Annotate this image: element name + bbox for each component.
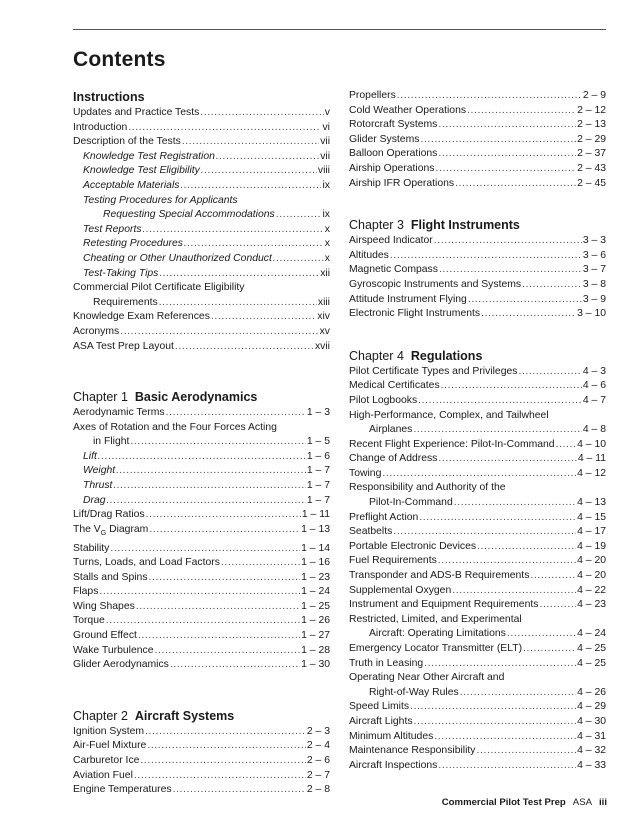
toc-entry[interactable]: Responsibility and Authority of the Pilot-In-Command ..... 4 – 13: [349, 481, 606, 510]
toc-entry[interactable]: Pilot Logbooks ..... 4 – 7: [349, 394, 606, 409]
toc-entry[interactable]: Engine Temperatures ..... 2 – 8: [73, 783, 330, 798]
toc-entry[interactable]: Torque ..... 1 – 26: [73, 614, 330, 629]
toc-entry[interactable]: Stalls and Spins ..... 1 – 23: [73, 571, 330, 586]
chapter-3-heading: Chapter 3 Flight Instruments: [349, 218, 520, 233]
toc-entry[interactable]: Instrument and Equipment Requirements ..... 4 – 23: [349, 598, 606, 613]
toc-entry[interactable]: Turns, Loads, and Load Factors ..... 1 – 16: [73, 556, 330, 571]
toc-entry[interactable]: Supplemental Oxygen ..... 4 – 22: [349, 584, 606, 599]
footer-page-number: iii: [599, 797, 607, 808]
toc-subentry[interactable]: Retesting Procedures ..... x: [73, 237, 330, 252]
toc-entry[interactable]: Portable Electronic Devices ..... 4 – 19: [349, 540, 606, 555]
toc-entry[interactable]: Magnetic Compass ..... 3 – 7: [349, 263, 606, 278]
toc-entry[interactable]: Airspeed Indicator ..... 3 – 3: [349, 234, 606, 249]
toc-left-column: [73, 89, 330, 798]
toc-subentry[interactable]: Acceptable Materials ..... ix: [73, 179, 330, 194]
toc-entry[interactable]: Cold Weather Operations ..... 2 – 12: [349, 104, 606, 119]
toc-entry[interactable]: Speed Limits ..... 4 – 29: [349, 700, 606, 715]
toc-subentry[interactable]: Drag ..... 1 – 7: [73, 494, 330, 509]
toc-subentry[interactable]: Test Reports ..... x: [73, 223, 330, 238]
toc-entry[interactable]: Lift/Drag Ratios ..... 1 – 11: [73, 508, 330, 523]
toc-subentry[interactable]: Knowledge Test Registration ..... vii: [73, 150, 330, 165]
toc-entry[interactable]: Description of the Tests ..... vii: [73, 135, 330, 150]
toc-entry[interactable]: Preflight Action ..... 4 – 15: [349, 511, 606, 526]
toc-entry[interactable]: Stability ..... 1 – 14: [73, 542, 330, 557]
chapter-4-heading: Chapter 4 Regulations: [349, 348, 483, 363]
toc-entry[interactable]: Aircraft Lights ..... 4 – 30: [349, 715, 606, 730]
toc-entry[interactable]: Glider Systems ..... 2 – 29: [349, 133, 606, 148]
toc-entry[interactable]: Ground Effect ..... 1 – 27: [73, 629, 330, 644]
toc-entry[interactable]: Restricted, Limited, and Experimental Aircraft: Operating Limitations ..... 4 – 24: [349, 613, 606, 642]
toc-entry[interactable]: Flaps ..... 1 – 24: [73, 585, 330, 600]
toc-entry[interactable]: Aircraft Inspections ..... 4 – 33: [349, 759, 606, 774]
toc-entry[interactable]: Updates and Practice Tests ..... v: [73, 106, 330, 121]
toc-entry[interactable]: Operating Near Other Aircraft and Right-of-Way Rules ..... 4 – 26: [349, 671, 606, 700]
toc-subentry[interactable]: Knowledge Test Eligibility ..... viii: [73, 164, 330, 179]
toc-right-column: [349, 89, 606, 773]
toc-entry[interactable]: Seatbelts ..... 4 – 17: [349, 525, 606, 540]
toc-entry[interactable]: Wing Shapes ..... 1 – 25: [73, 600, 330, 615]
footer-publisher: ASA: [572, 797, 592, 808]
toc-entry[interactable]: Introduction ..... vi: [73, 121, 330, 136]
toc-entry[interactable]: Recent Flight Experience: Pilot-In-Command ..... 4 – 10: [349, 438, 606, 453]
toc-subentry[interactable]: Weight ..... 1 – 7: [73, 464, 330, 479]
toc-subentry[interactable]: Testing Procedures for Applicants Requesting Special Accommodations ..... ix: [73, 194, 330, 223]
toc-entry[interactable]: Axes of Rotation and the Four Forces Acting in Flight ..... 1 – 5: [73, 421, 330, 450]
chapter-2-heading: Chapter 2 Aircraft Systems: [73, 708, 235, 723]
toc-entry[interactable]: The $V_G$ Diagram ..... 1 – 13: [73, 523, 330, 542]
toc-entry[interactable]: Maintenance Responsibility ..... 4 – 32: [349, 744, 606, 759]
toc-entry[interactable]: Air-Fuel Mixture ..... 2 – 4: [73, 739, 330, 754]
toc-entry[interactable]: Aviation Fuel ..... 2 – 7: [73, 769, 330, 784]
toc-entry[interactable]: Acronyms ..... xv: [73, 325, 330, 340]
toc-entry[interactable]: Ignition System ..... 2 – 3: [73, 725, 330, 740]
toc-entry[interactable]: Airship IFR Operations ..... 2 – 45: [349, 177, 606, 192]
toc-entry[interactable]: Carburetor Ice ..... 2 – 6: [73, 754, 330, 769]
toc-entry[interactable]: Medical Certificates ..... 4 – 6: [349, 379, 606, 394]
toc-entry[interactable]: High-Performance, Complex, and Tailwheel Airplanes ..... 4 – 8: [349, 409, 606, 438]
toc-entry[interactable]: Attitude Instrument Flying ..... 3 – 9: [349, 293, 606, 308]
toc-entry[interactable]: Pilot Certificate Types and Privileges ..... 4 – 3: [349, 365, 606, 380]
instructions-heading: Instructions: [73, 90, 145, 104]
toc-entry[interactable]: Balloon Operations ..... 2 – 37: [349, 147, 606, 162]
toc-subentry[interactable]: Test-Taking Tips ..... xii: [73, 267, 330, 282]
chapter-1-heading: Chapter 1 Basic Aerodynamics: [73, 390, 258, 405]
top-rule: [73, 29, 606, 30]
toc-entry[interactable]: Minimum Altitudes ..... 4 – 31: [349, 730, 606, 745]
toc-entry[interactable]: Rotorcraft Systems ..... 2 – 13: [349, 118, 606, 133]
toc-entry[interactable]: ASA Test Prep Layout ..... xvii: [73, 340, 330, 355]
toc-entry[interactable]: Commercial Pilot Certificate Eligibility Requirements ..... xiii: [73, 281, 330, 310]
page-footer: [442, 797, 607, 808]
toc-subentry[interactable]: Cheating or Other Unauthorized Conduct ..... x: [73, 252, 330, 267]
toc-entry[interactable]: Change of Address ..... 4 – 11: [349, 452, 606, 467]
toc-entry[interactable]: Emergency Locator Transmitter (ELT) ..... 4 – 25: [349, 642, 606, 657]
toc-entry[interactable]: Glider Aerodynamics ..... 1 – 30: [73, 658, 330, 673]
page-title: Contents: [73, 48, 166, 71]
toc-entry[interactable]: Transponder and ADS-B Requirements ..... 4 – 20: [349, 569, 606, 584]
toc-entry[interactable]: Electronic Flight Instruments ..... 3 – 10: [349, 307, 606, 322]
toc-entry[interactable]: Aerodynamic Terms ..... 1 – 3: [73, 406, 330, 421]
toc-entry[interactable]: Airship Operations ..... 2 – 43: [349, 162, 606, 177]
toc-entry[interactable]: Towing ..... 4 – 12: [349, 467, 606, 482]
toc-entry[interactable]: Wake Turbulence ..... 1 – 28: [73, 644, 330, 659]
toc-entry[interactable]: Propellers ..... 2 – 9: [349, 89, 606, 104]
toc-entry[interactable]: Knowledge Exam References ..... xiv: [73, 310, 330, 325]
toc-entry[interactable]: Gyroscopic Instruments and Systems ..... 3 – 8: [349, 278, 606, 293]
toc-entry[interactable]: Altitudes ..... 3 – 6: [349, 249, 606, 264]
footer-book-title: Commercial Pilot Test Prep: [441, 797, 566, 808]
toc-entry[interactable]: Fuel Requirements ..... 4 – 20: [349, 554, 606, 569]
toc-subentry[interactable]: Thrust ..... 1 – 7: [73, 479, 330, 494]
toc-subentry[interactable]: Lift ..... 1 – 6: [73, 450, 330, 465]
toc-entry[interactable]: Truth in Leasing ..... 4 – 25: [349, 657, 606, 672]
